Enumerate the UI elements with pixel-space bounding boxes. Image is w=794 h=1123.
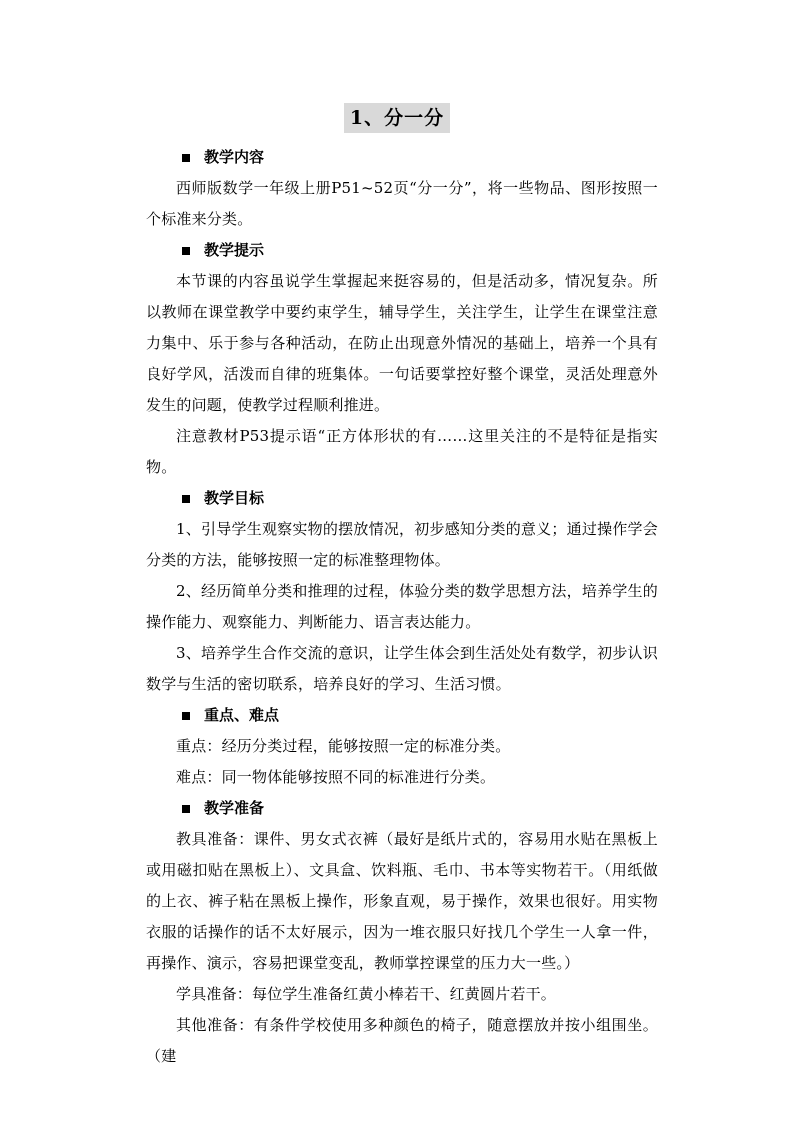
section-heading-text: 教学准备 bbox=[204, 799, 265, 817]
section-heading-text: 教学提示 bbox=[204, 241, 265, 259]
paragraph: 重点：经历分类过程，能够按照一定的标准分类。 bbox=[176, 737, 511, 755]
section-teaching-tips bbox=[146, 235, 658, 483]
section-heading bbox=[182, 793, 658, 824]
square-bullet-icon bbox=[182, 247, 190, 255]
section-heading-text: 重点、难点 bbox=[204, 706, 280, 724]
paragraph: 学具准备：每位学生准备红黄小棒若干、红黄圆片若干。 bbox=[176, 985, 557, 1003]
section-heading bbox=[182, 483, 658, 514]
paragraph: 3、培养学生合作交流的意识，让学生体会到生活处处有数学，初步认识数学与生活的密切联系，培养良好的学习、生活习惯。 bbox=[146, 644, 658, 693]
section-heading-text: 教学内容 bbox=[204, 148, 265, 166]
document-title: 1、分一分 bbox=[344, 103, 450, 133]
section-teaching-content bbox=[146, 142, 658, 235]
paragraph: 教具准备：课件、男女式衣裤（最好是纸片式的，容易用水贴在黑板上或用磁扣贴在黑板上）、文具盒、饮料瓶、毛巾、书本等实物若干。（用纸做的上衣、裤子粘在黑板上操作，形象直观，易于操作，效果也很好。用实物衣服的话操作的话不太好展示，因为一堆衣服只好找几个学生一人拿一件，再操作、演示，容易把课堂变乱，教师掌控课堂的压力大一些。） bbox=[146, 830, 658, 972]
section-key-difficult-points bbox=[146, 700, 658, 793]
square-bullet-icon bbox=[182, 805, 190, 813]
section-teaching-preparation bbox=[146, 793, 658, 1072]
section-teaching-goals bbox=[146, 483, 658, 700]
paragraph: 本节课的内容虽说学生掌握起来挺容易的，但是活动多，情况复杂。所以教师在课堂教学中要约束学生，辅导学生，关注学生，让学生在课堂注意力集中、乐于参与各种活动，在防止出现意外情况的基础上，培养一个具有良好学风，活泼而自律的班集体。一句话要掌控好整个课堂，灵活处理意外发生的问题，使教学过程顺利推进。 bbox=[146, 272, 658, 414]
document-body bbox=[146, 142, 658, 1072]
paragraph: 其他准备：有条件学校使用多种颜色的椅子，随意摆放并按小组围坐。（建 bbox=[146, 1016, 658, 1065]
paragraph: 西师版数学一年级上册P51~52页“分一分”，将一些物品、图形按照一个标准来分类。 bbox=[146, 179, 658, 228]
paragraph: 2、经历简单分类和推理的过程，体验分类的数学思想方法，培养学生的操作能力、观察能力、判断能力、语言表达能力。 bbox=[146, 582, 658, 631]
paragraph: 难点：同一物体能够按照不同的标准进行分类。 bbox=[176, 768, 496, 786]
square-bullet-icon bbox=[182, 712, 190, 720]
square-bullet-icon bbox=[182, 154, 190, 162]
paragraph: 注意教材P53提示语“正方体形状的有……这里关注的不是特征是指实物。 bbox=[146, 427, 658, 476]
document-title-row bbox=[0, 103, 794, 133]
section-heading bbox=[182, 142, 658, 173]
section-heading bbox=[182, 235, 658, 266]
square-bullet-icon bbox=[182, 495, 190, 503]
section-heading-text: 教学目标 bbox=[204, 489, 265, 507]
section-heading bbox=[182, 700, 658, 731]
paragraph: 1、引导学生观察实物的摆放情况，初步感知分类的意义；通过操作学会分类的方法，能够按照一定的标准整理物体。 bbox=[146, 520, 658, 569]
